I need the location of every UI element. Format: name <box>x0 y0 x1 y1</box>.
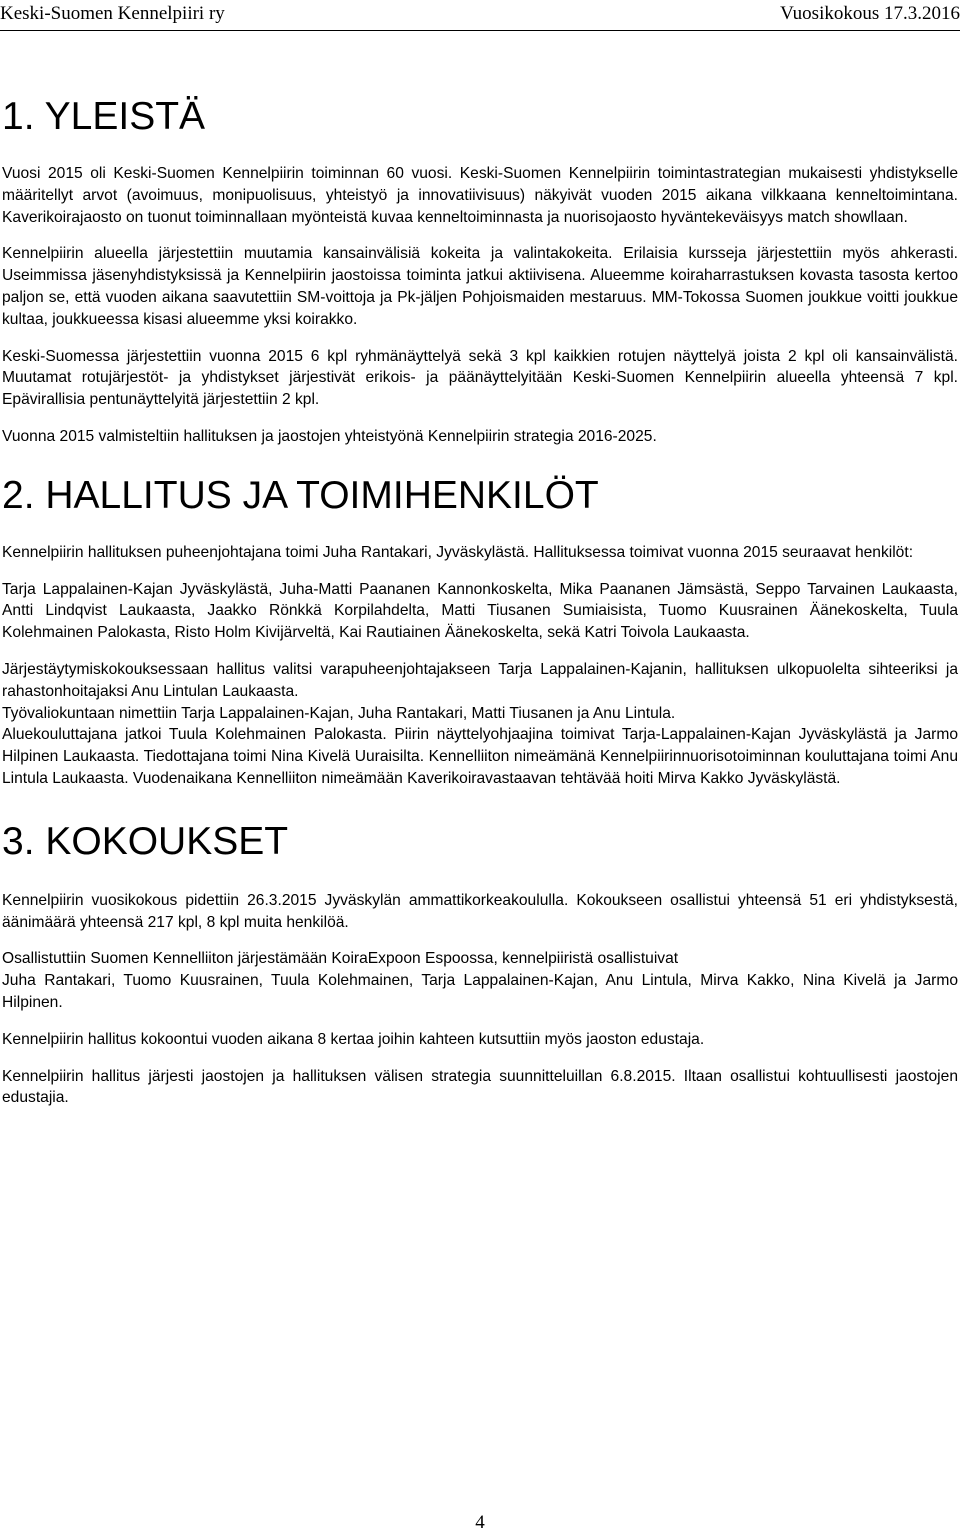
section-3-paragraph-4: Kennelpiirin hallitus järjesti jaostojen ja hallituksen välisen strategia suunnitteluillan 6.8.2015. Iltaan osallistui kohtuullisesti jaostojen edustajia. <box>2 1067 958 1107</box>
section-3-paragraph-3: Kennelpiirin hallitus kokoontui vuoden aikana 8 kertaa joihin kahteen kutsuttiin myös jaoston edustaja. <box>2 1030 705 1048</box>
section-1-title: 1. YLEISTÄ <box>2 95 206 138</box>
section-1-paragraph-3: Keski-Suomessa järjestettiin vuonna 2015 6 kpl ryhmänäyttelyä sekä 3 kpl kaikkien rotujen näyttelyä joista 2 kpl oli kansainvälistä. Muutamat rotujärjestöt- ja yhdistykset järjestivät erikois- ja päänäyttelyitään Keski-Suomen Kennelpiirin alueella yhteensä 7 kpl. Epävirallisia pentunäyttelyitä järjestettiin 2 kpl. <box>2 347 958 409</box>
document-body <box>2 95 958 1109</box>
section-2-title: 2. HALLITUS JA TOIMIHENKILÖT <box>2 473 599 517</box>
header-organization: Keski-Suomen Kennelpiiri ry <box>0 3 225 24</box>
header-meeting: Vuosikokous 17.3.2016 <box>780 3 960 24</box>
section-2-paragraph-2: Tarja Lappalainen-Kajan Jyväskylästä, Juha-Matti Paananen Kannonkoskelta, Mika Paananen Jämsästä, Seppo Tarvainen Laukaasta, Antti Lindqvist Laukaasta, Jaakko Rönkkä Korpilahdelta, Matti Tiusanen Sumiaisista, Tuomo Kuusrainen Äänekoskelta, Tuula Kolehmainen Palokasta, Risto Holm Kivijärveltä, Kai Rautiainen Äänekoskelta, sekä Katri Toivola Laukaasta. <box>2 580 958 642</box>
page-header <box>0 0 960 31</box>
section-2-paragraph-1: Kennelpiirin hallituksen puheenjohtajana toimi Juha Rantakari, Jyväskylästä. Hallituksessa toimivat vuonna 2015 seuraavat henkilöt: <box>2 543 914 561</box>
section-2-paragraph-5: Aluekouluttajana jatkoi Tuula Kolehmainen Palokasta. Piirin näyttelyohjaajina toimivat Tarja-Lappalainen-Kajan Jyväskylästä ja Jarmo Hilpinen Laukaasta. Tiedottajana toimi Nina Kivelä Uuraisilta. Kennelliiton nimeämänä Kennelpiirinnuorisotoiminnan kouluttajana toimi Anu Lintula Laukaasta. Vuodenaikana Kennelliiton nimeämään Kaverikoiravastaavan tehtävää hoiti Mirva Kakko Jyväskylästä. <box>2 726 958 787</box>
section-2-paragraph-3: Järjestäytymiskokouksessaan hallitus valitsi varapuheenjohtajakseen Tarja Lappalainen-Kajanin, hallituksen ulkopuolelta sihteeriksi ja rahastonhoitajaksi Anu Lintulan Laukaasta. <box>2 660 958 700</box>
section-3-title: 3. KOKOUKSET <box>2 819 289 863</box>
section-3-paragraph-2b: Juha Rantakari, Tuomo Kuusrainen, Tuula Kolehmainen, Tarja Lappalainen-Kajan, Anu Lintula, Mirva Kakko, Nina Kivelä ja Jarmo Hilpinen. <box>2 972 958 1011</box>
section-1-paragraph-1: Vuosi 2015 oli Keski-Suomen Kennelpiirin toiminnan 60 vuosi. Keski-Suomen Kennelpiirin toimintastrategian mukaisesti yhdistykselle määritellyt arvot (avoimuus, monipuolisuus, yhteistyö ja innovatiivisuus) näkyivät vuoden 2015 aikana vilkkaana kenneltoimintana. Kaverikoirajaosto on tuonut toiminnallaan myönteistä kuvaa kenneltoiminnasta ja nuorisojaosto hyväntekeväisyys match showllaan. <box>2 165 958 226</box>
section-3-paragraph-2a: Osallistuttiin Suomen Kennelliiton järjestämään KoiraExpoon Espoossa, kennelpiiristä osallistuivat <box>2 950 679 968</box>
page-number: 4 <box>475 1512 485 1533</box>
section-2-paragraph-4: Työvaliokuntaan nimettiin Tarja Lappalainen-Kajan, Juha Rantakari, Matti Tiusanen ja Anu Lintula. <box>2 704 676 722</box>
section-3-paragraph-1: Kennelpiirin vuosikokous pidettiin 26.3.2015 Jyväskylän ammattikorkeakoululla. Kokoukseen osallistui yhteensä 51 eri yhdistyksestä, äänimäärä yhteensä 217 kpl, 8 kpl muita henkilöä. <box>2 891 958 931</box>
section-1-paragraph-2: Kennelpiirin alueella järjestettiin muutamia kansainvälisiä kokeita ja valintakokeita. Erilaisia kursseja järjestettiin myös ahkerasti. Useimmissa jäsenyhdistyksissä ja Kennelpiirin jaostoissa toiminta jatkui aktiivisena. Alueemme koiraharrastuksen kovasta tasosta kertoo paljon se, että vuoden aikana saavutettiin SM-voittoja ja Pk-jäljen Pohjoismaiden mestaruus. MM-Tokossa Suomen joukkue voitti joukkue kultaa, joukkueessa kisasi alueemme yksi koirakko. <box>2 245 958 328</box>
section-1-paragraph-4: Vuonna 2015 valmisteltiin hallituksen ja jaostojen yhteistyönä Kennelpiirin strategia 2016-2025. <box>2 427 657 445</box>
